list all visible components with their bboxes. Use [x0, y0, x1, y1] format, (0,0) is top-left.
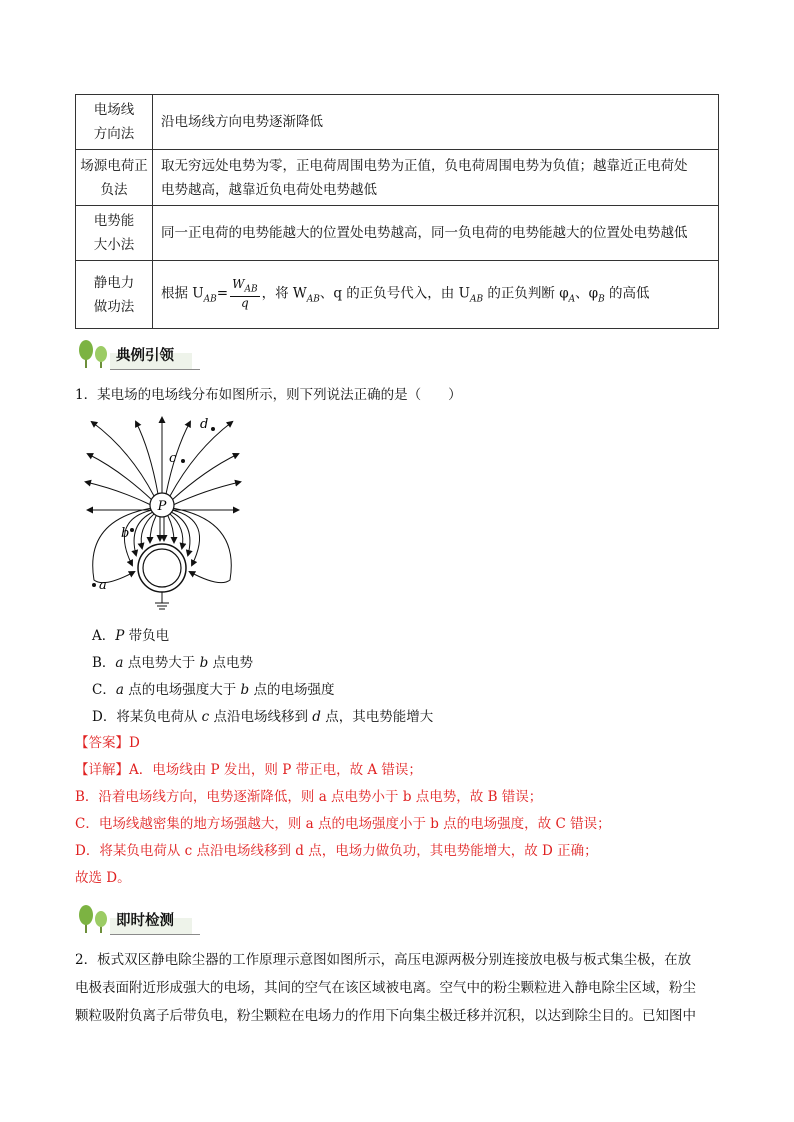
label-a: a [99, 578, 107, 593]
detail-line [75, 760, 725, 780]
question2-line: 电极表面附近形成强大的电场，其间的空气在该区域被电离。空气中的粉尘颗粒进入静电除尘区域，粉尘 [75, 980, 696, 996]
subscript: AB [306, 294, 320, 305]
method-name-line2: 方向法 [93, 126, 135, 142]
electric-field-figure [80, 410, 250, 615]
question2-line: 颗粒吸附负离子后带负电，粉尘颗粒在电场力的作用下向集尘极迁移并沉积，以达到除尘目的。已知图中 [75, 1008, 696, 1024]
option-var: a [115, 682, 124, 698]
method-name-line2: 大小法 [93, 237, 135, 253]
option-text: 点的电场强度 [253, 682, 335, 698]
option-c[interactable] [92, 678, 334, 698]
question-stem: 1．某电场的电场线分布如图所示，则下列说法正确的是（ ） [75, 387, 462, 403]
method-name [76, 206, 153, 261]
option-letter: A． [92, 628, 116, 644]
tree-icon [74, 339, 114, 369]
option-var: P [115, 628, 125, 644]
subscript: AB [469, 294, 484, 305]
section-underline [110, 934, 200, 935]
detail-line: 故选 D。 [75, 870, 131, 886]
option-d[interactable] [92, 705, 433, 725]
section-header-examples [74, 339, 194, 369]
method-name [76, 150, 153, 206]
option-b[interactable] [92, 651, 253, 671]
conductor-sphere [138, 544, 186, 592]
table-row [76, 95, 719, 150]
point-d [211, 427, 215, 431]
question2-line: 2．板式双区静电除尘器的工作原理示意图如图所示，高压电源两极分别连接放电极与板式集尘极，在放 [75, 952, 692, 968]
tree-icon [74, 904, 114, 934]
fraction-numerator: W [232, 276, 245, 291]
section-underline [110, 369, 200, 370]
fraction [230, 278, 259, 310]
potential-methods-table [75, 94, 719, 329]
detail-line: C．电场线越密集的地方场强越大，则 a 点的电场强度小于 b 点的电场强度，故 C 错误； [75, 816, 611, 832]
method-name-line1: 电势能 [93, 213, 135, 229]
method-name-line2: 负法 [100, 181, 128, 198]
subscript: AB [244, 284, 258, 295]
option-var: b [199, 655, 209, 671]
ground-symbol [155, 592, 169, 609]
point-b [130, 528, 134, 532]
answer-value: D [129, 735, 140, 751]
option-text: 将某负电荷从 [116, 709, 198, 725]
answer-line [75, 733, 725, 753]
formula-text: 的高低 [604, 285, 650, 302]
fraction-denominator: q [241, 296, 249, 311]
method-desc: 同一正电荷的电势能越大的位置处电势越高，同一负电荷的电势能越大的位置处电势越低 [153, 206, 719, 261]
method-name-line1: 场源电荷正 [80, 157, 148, 174]
option-text: 点电势大于 [127, 655, 196, 671]
label-b: b [121, 526, 130, 541]
subscript: AB [203, 294, 217, 305]
label-c: c [169, 451, 177, 466]
option-var: a [115, 655, 124, 671]
option-letter: C． [92, 682, 116, 698]
option-text: 点沿电场线移到 [213, 709, 308, 725]
option-var: d [312, 709, 321, 725]
method-desc: 根据 $U_{AB}=$ $\frac{W_{AB}}{q}$ ，将 $W_{AB}$、q 的正负号代入，由 $U_{AB}$ 的正负判断 $\varphi_A$、$\varphi_B$ 的高低 [153, 261, 719, 329]
method-desc [153, 150, 719, 206]
method-name-line2: 做功法 [93, 298, 135, 315]
table-row [76, 206, 719, 261]
detail-text: A．电场线由 P 发出，则 P 带正电，故 A 错误； [129, 762, 422, 778]
option-text: 点，其电势能增大 [325, 709, 434, 725]
option-text: 带负电 [128, 628, 170, 644]
section-header-practice [74, 904, 194, 934]
method-name-line1: 电场线 [93, 102, 135, 118]
label-d: d [200, 417, 209, 432]
method-desc-line1: 取无穷远处电势为零，正电荷周围电势为正值，负电荷周围电势为负值；越靠近正电荷处 [161, 157, 688, 174]
formula-text: 的正负判断 φ [483, 285, 569, 302]
option-var: c [201, 709, 210, 725]
point-a [92, 583, 96, 587]
option-text: 点的电场强度大于 [128, 682, 237, 698]
method-name [76, 95, 153, 150]
subscript: B [598, 294, 605, 305]
table-row [76, 261, 719, 329]
subscript: A [568, 294, 576, 305]
method-name-line1: 静电力 [93, 274, 135, 291]
detail-line: D．将某负电荷从 c 点沿电场线移到 d 点，电场力做负功，其电势能增大，故 D 正确； [75, 843, 598, 859]
formula-text: ，将 W [261, 285, 307, 302]
answer-label: 【答案】 [75, 735, 129, 751]
detail-line: B．沿着电场线方向，电势逐渐降低，则 a 点电势小于 b 点电势，故 B 错误； [75, 789, 543, 805]
formula-text: 、q 的正负号代入，由 U [319, 285, 470, 302]
option-text: 点电势 [212, 655, 254, 671]
point-c [181, 459, 185, 463]
method-desc: 沿电场线方向电势逐渐降低 [153, 95, 719, 150]
section-title: 即时检测 [116, 913, 174, 929]
section-title: 典例引领 [116, 348, 174, 364]
detail-label: 【详解】 [75, 762, 129, 778]
option-var: b [240, 682, 250, 698]
option-letter: B． [92, 655, 116, 671]
option-letter: D． [92, 709, 117, 725]
option-a[interactable] [92, 624, 169, 644]
label-p: P [157, 499, 167, 514]
method-name [76, 261, 153, 329]
table-row [76, 150, 719, 206]
method-desc-line2: 电势越高，越靠近负电荷处电势越低 [161, 181, 377, 198]
formula-text: 根据 U [161, 285, 204, 302]
